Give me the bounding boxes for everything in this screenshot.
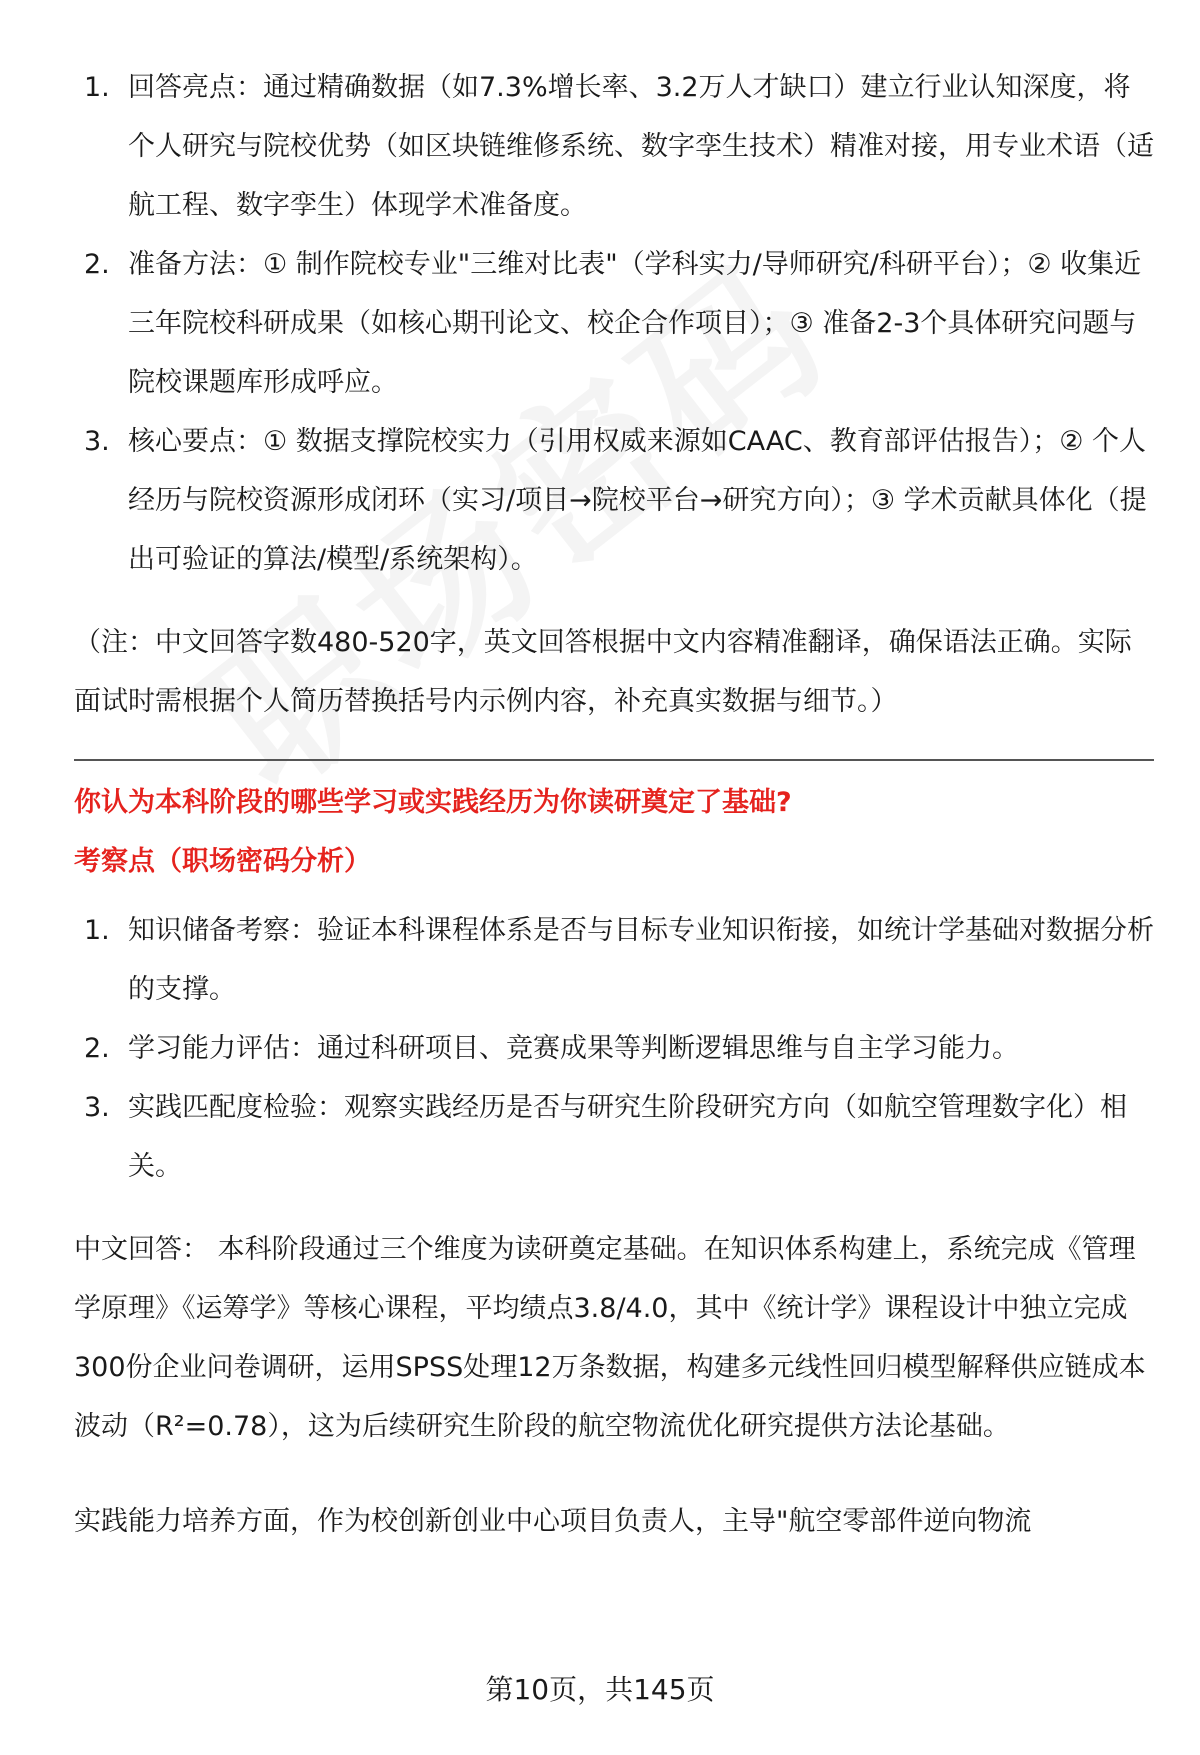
list-item	[74, 1019, 1154, 1078]
list-item	[74, 235, 1154, 412]
answer-points-list	[74, 58, 1154, 589]
list-number: 3.	[84, 1092, 110, 1123]
list-text: 实践匹配度检验：观察实践经历是否与研究生阶段研究方向（如航空管理数字化）相关。	[128, 1092, 1127, 1182]
list-item	[74, 412, 1154, 589]
section-divider	[74, 759, 1154, 761]
practice-paragraph: 实践能力培养方面，作为校创新创业中心项目负责人，主导"航空零部件逆向物流	[74, 1506, 1032, 1537]
list-number: 2.	[84, 249, 110, 280]
list-item	[74, 1078, 1154, 1196]
list-item	[74, 901, 1154, 1019]
list-text: 学习能力评估：通过科研项目、竞赛成果等判断逻辑思维与自主学习能力。	[128, 1033, 1019, 1064]
note-paragraph: （注：中文回答字数480-520字，英文回答根据中文内容精准翻译，确保语法正确。实际面试时需根据个人简历替换括号内示例内容，补充真实数据与细节。）	[74, 627, 1132, 717]
list-number: 2.	[84, 1033, 110, 1064]
list-text: 核心要点：① 数据支撑院校实力（引用权威来源如CAAC、教育部评估报告）；② 个人经历与院校资源形成闭环（实习/项目→院校平台→研究方向）；③ 学术贡献具体化（提出可验证的算法/模型/系统架构）。	[128, 426, 1147, 575]
list-number: 3.	[84, 426, 110, 457]
list-text: 知识储备考察：验证本科课程体系是否与目标专业知识衔接，如统计学基础对数据分析的支撑。	[128, 915, 1154, 1005]
list-number: 1.	[84, 72, 110, 103]
list-text: 准备方法：① 制作院校专业"三维对比表"（学科实力/导师研究/科研平台）；② 收集近三年院校科研成果（如核心期刊论文、校企合作项目）；③ 准备2-3个具体研究问题与院校课题库形成呼应。	[128, 249, 1142, 398]
page-footer: 第10页，共145页	[485, 1673, 715, 1706]
document-body	[74, 58, 1154, 1551]
list-text: 回答亮点：通过精确数据（如7.3%增长率、3.2万人才缺口）建立行业认知深度，将个人研究与院校优势（如区块链维修系统、数字孪生技术）精准对接，用专业术语（适航工程、数字孪生）体现学术准备度。	[128, 72, 1154, 221]
list-item	[74, 58, 1154, 235]
answer-paragraph: 中文回答： 本科阶段通过三个维度为读研奠定基础。在知识体系构建上，系统完成《管理学原理》《运筹学》等核心课程，平均绩点3.8/4.0，其中《统计学》课程设计中独立完成300份企业问卷调研，运用SPSS处理12万条数据，构建多元线性回归模型解释供应链成本波动（R²=0.78），这为后续研究生阶段的航空物流优化研究提供方法论基础。	[74, 1234, 1146, 1442]
assessment-points-list	[74, 901, 1154, 1196]
question-heading: 你认为本科阶段的哪些学习或实践经历为你读研奠定了基础?	[74, 787, 792, 818]
list-number: 1.	[84, 915, 110, 946]
subheading: 考察点（职场密码分析）	[74, 846, 371, 877]
